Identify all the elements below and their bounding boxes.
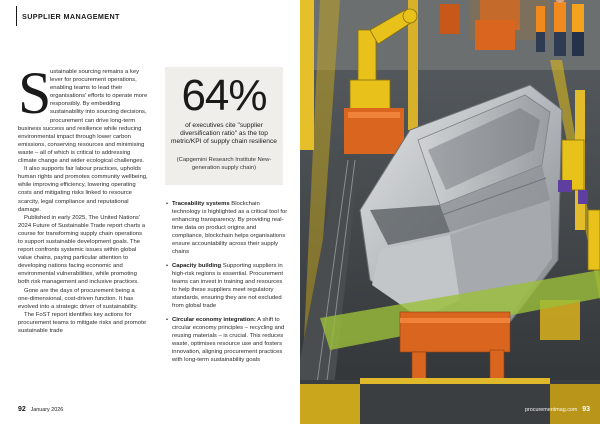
right-folio <box>525 406 590 413</box>
article-body <box>18 60 148 335</box>
factory-photo <box>300 0 600 424</box>
bullet-text: Blockchain technology is highlighted as a critical tool for enhancing transparency. By providing real-time data on product origins and compliance, blockchain helps organisations ensure accountability across their supply chains <box>172 201 288 255</box>
stat-caption: of executives cite "supplier diversification ratio" as the top metric/KPI of supply chain resilience <box>171 122 277 146</box>
section-title: SUPPLIER MANAGEMENT <box>22 12 120 21</box>
page-number: 93 <box>582 406 590 413</box>
section-rule <box>16 6 17 26</box>
issue-date: January 2026 <box>30 407 64 413</box>
bullet-heading: Capacity building <box>172 263 222 269</box>
list-item <box>166 262 288 310</box>
article-paragraph: ustainable sourcing remains a key lever for procurement operations, enabling teams to lead their organisations' efforts to operate more responsibly. By embedding sustainability into sourcing decisions, procurement can drive long-term business success and resilience while reducing environmental impact through lower carbon emissions, conserving resources and minimising waste – all of which is critical to addressing climate change and wider ecological challenges. <box>18 69 148 165</box>
stat-number: 64% <box>181 71 267 120</box>
drop-cap: S <box>18 60 52 126</box>
bullet-heading: Traceability systems <box>172 201 230 207</box>
article-paragraph: Published in early 2025, The United Nations' 2024 Future of Sustainable Trade report charts a course for transforming supply chain operations to support sustainable development goals. The report confronts systemic issues within global value chains, paying particular attention to developing nations facing economic and environmental vulnerabilities, while promoting both risk management and inclusive practices. <box>18 214 146 286</box>
site-url: procurementmag.com <box>524 407 578 413</box>
bullet-text: Supporting suppliers in high-risk regions is essential. Procurement teams can invest in training and resources to help these suppliers meet regulatory standards, ensuring they are not excluded from global trade <box>172 263 283 309</box>
list-item <box>166 316 288 364</box>
stat-source: (Capgemini Research Institute New-generation supply chain) <box>176 157 272 171</box>
left-folio <box>18 406 63 413</box>
article-paragraph: The FoST report identifies key actions for procurement teams to mitigate risks and promote sustainable trade <box>18 311 147 334</box>
bullet-text: A shift to circular economy principles – recycling and reusing materials – is crucial. This reduces waste, optimises resource use and fosters innovation, aligning procurement practices with long-term sustainability goals <box>172 317 285 363</box>
right-page <box>300 0 600 424</box>
list-item <box>166 200 288 256</box>
page-number: 92 <box>18 406 26 413</box>
bullet-list <box>166 200 288 370</box>
stat-callout <box>165 67 283 185</box>
article-paragraph: Gone are the days of procurement being a one-dimensional, cost-driven function. It has evolved into a strategic driver of sustainability. <box>18 287 138 310</box>
bullet-heading: Circular economy integration: <box>172 317 256 323</box>
article-paragraph: It also supports fair labour practices, upholds human rights and promotes community wellbeing, while improving efficiency, lowering operating costs and mitigating risks linked to resource scarcity, legal compliance and reputational damage. <box>18 166 148 213</box>
